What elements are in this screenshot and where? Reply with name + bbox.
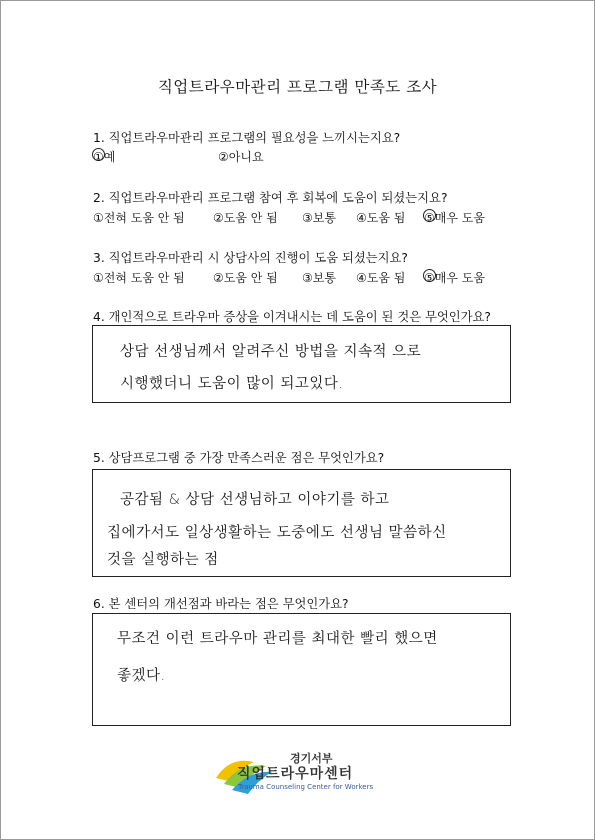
q3-option-3[interactable]: ③보통 <box>302 271 336 285</box>
q1-option-no[interactable]: ②아니요 <box>218 150 264 164</box>
q1-selected-mark <box>92 148 105 161</box>
q2-option-3[interactable]: ③보통 <box>302 211 336 225</box>
q4-answer-line-2: 시행했더니 도움이 많이 되고있다. <box>120 376 344 392</box>
q4-answer-line-1: 상담 선생님께서 알려주신 방법을 지속적 으로 <box>120 344 422 360</box>
q3-option-2[interactable]: ②도움 안 됨 <box>213 271 278 285</box>
q2-option-2[interactable]: ②도움 안 됨 <box>213 211 278 225</box>
logo-name-text: 직업트라우마센터 <box>237 766 354 782</box>
question-4: 4. 개인적으로 트라우마 증상을 이겨내시는 데 도움이 된 것은 무엇인가요? <box>93 310 491 324</box>
q1-option-yes[interactable]: ①예 <box>93 150 116 164</box>
q2-option-5[interactable]: ⑤매우 도움 <box>424 211 485 225</box>
question-5: 5. 상담프로그램 중 가장 만족스러운 점은 무엇인가요? <box>93 451 385 465</box>
q5-answer-line-3: 것을 실행하는 점 <box>107 552 219 568</box>
page-title: 직업트라우마관리 프로그램 만족도 조사 <box>157 78 438 96</box>
q3-option-5[interactable]: ⑤매우 도움 <box>424 271 485 285</box>
q2-selected-mark <box>423 209 436 222</box>
logo-subtitle-text: Trauma Counseling Center for Workers <box>238 783 374 791</box>
q6-answer-line-1: 무조건 이런 트라우마 관리를 최대한 빨리 했으면 <box>117 631 438 647</box>
logo-region-text: 경기서부 <box>290 752 333 765</box>
question-2: 2. 직업트라우마관리 프로그램 참여 후 회복에 도움이 되셨는지요? <box>93 191 448 205</box>
q3-option-4[interactable]: ④도움 됨 <box>356 271 406 285</box>
question-1: 1. 직업트라우마관리 프로그램의 필요성을 느끼시는지요? <box>93 131 401 145</box>
q3-selected-mark <box>423 269 436 282</box>
q5-answer-line-1: 공감됨 & 상담 선생님하고 이야기를 하고 <box>120 492 390 508</box>
question-3: 3. 직업트라우마관리 시 상담사의 진행이 도움 되셨는지요? <box>93 251 408 265</box>
q5-answer-line-2: 집에가서도 일상생활하는 도중에도 선생님 말씀하신 <box>107 525 447 541</box>
q3-option-1[interactable]: ①전혀 도움 안 됨 <box>93 271 185 285</box>
question-6: 6. 본 센터의 개선점과 바라는 점은 무엇인가요? <box>93 597 349 611</box>
q6-answer-line-2: 좋겠다. <box>117 668 166 684</box>
q2-option-1[interactable]: ①전혀 도움 안 됨 <box>93 211 185 225</box>
q2-option-4[interactable]: ④도움 됨 <box>356 211 406 225</box>
